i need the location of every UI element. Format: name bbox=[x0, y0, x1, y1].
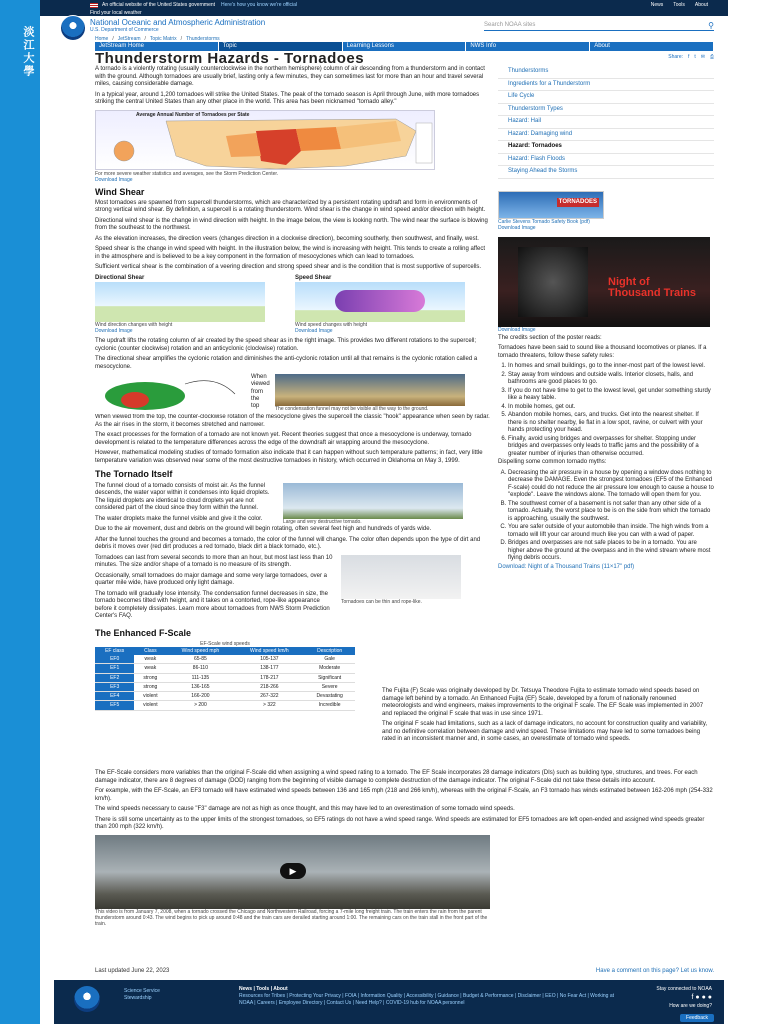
list-item: 6. Finally, avoid using bridges and overpasses for shelter. Stopping under bridges and overpasses only leads to traffic jams and the possibility of a greater number of injuries than otherwise occurred. bbox=[508, 436, 714, 459]
efs-paragraph-2: For example, with the EF-Scale, an EF3 tornado will have estimated wind speeds between 136 and 165 mph (218 and 266 km/h), whereas with the original F-Scale, an F3 tornado has winds estimated between 162-206 mph (254-332 km/h). bbox=[95, 788, 713, 802]
credits-text: The credits section of the poster reads: bbox=[498, 334, 602, 341]
table-row: EF5 violent > 200 > 322 Incredible bbox=[95, 701, 355, 710]
dir-shear-download[interactable]: Download Image bbox=[95, 328, 133, 335]
efs-paragraph-1: The EF-Scale considers more variables than the original F-Scale did when assigning a wind speed rating to a tornado. The EF Scale incorporates 28 damage indicators (DIs) such as building type, structures, and trees. For each damage indicator, there are 8 degrees of damage (DOD) ranging from the beginning of visible damage to complete destruction of the damage indicator. The original F-Scale did not take these details into account. bbox=[95, 770, 698, 784]
share-bar: Share: f t ✉ ⎙ bbox=[668, 54, 714, 60]
heading-wind-shear: Wind Shear bbox=[95, 186, 145, 197]
table-row: EF3 strong 136-165 218-266 Severe bbox=[95, 682, 355, 691]
search-input[interactable] bbox=[484, 21, 714, 31]
nav-jetstream-home[interactable]: JetStream Home bbox=[95, 42, 219, 51]
us-flag-icon bbox=[90, 3, 98, 8]
top-link-about[interactable]: About bbox=[694, 1, 708, 8]
mesocyclone-row bbox=[95, 374, 490, 414]
page-title: Thunderstorm Hazards - Tornadoes bbox=[95, 50, 365, 67]
wall-cloud-photo[interactable] bbox=[275, 374, 465, 406]
site-footer bbox=[54, 980, 724, 1024]
thousand-trains-poster[interactable] bbox=[498, 237, 710, 327]
exact-paragraph: The exact processes for the formation of a tornado are not known yet. Recent theories suggest that once a mesocyclone is underway, tornado development is related to the temperature differences across the edge of the downdraft air wrapping around the mesocyclone. bbox=[95, 432, 472, 446]
list-item: 4. In mobile homes, get out. bbox=[508, 404, 714, 412]
wind-paragraph-1: Most tornadoes are spawned from supercell thunderstorms, which are characterized by a persistent rotating updraft and form in environments of strong vertical wind shear. By definition, a supercell is a rotating thunderstorm. Wind shear is the change in wind speed and/or direction with height. bbox=[95, 199, 486, 214]
safety-book-link[interactable]: Carlie Stevens Tornado Safety Book (pdf) bbox=[498, 218, 590, 225]
heading-tornado-itself: The Tornado Itself bbox=[95, 469, 173, 480]
footer-noaa-logo[interactable] bbox=[74, 986, 100, 1012]
footer-connect bbox=[656, 986, 712, 1010]
comment-link[interactable]: Have a comment on this page? Let us know. bbox=[595, 968, 714, 974]
sidebar-item-types[interactable]: Thunderstorm Types bbox=[498, 104, 714, 117]
speed-shear-download[interactable]: Download Image bbox=[295, 328, 333, 335]
map-title: Average Annual Number of Tornadoes per State bbox=[136, 111, 250, 118]
large-tornado-photo[interactable] bbox=[283, 483, 463, 519]
when-fragment: When viewed from the top bbox=[251, 374, 270, 409]
list-item: 5. Abandon mobile homes, cars, and trucks. Get into the nearest shelter. If there is no shelter nearby, lie flat in a low spot, ravine, or culvert with your hands protecting your head. bbox=[508, 412, 714, 435]
us-map-graphic bbox=[96, 111, 435, 170]
poster-download[interactable]: Download Image bbox=[498, 326, 536, 333]
nav-nws-info[interactable]: NWS Info bbox=[466, 42, 590, 51]
credits-text-2: Tornadoes have been said to sound like a thousand locomotives or planes. If a tornado threatens, follow these safety rules: bbox=[498, 345, 707, 359]
footer-links bbox=[239, 986, 629, 1007]
wind-paragraph-4: Speed shear is the change in wind speed with height. In the illustration below, the wind is increasing with height. This tends to create a rolling affect in the atmosphere and is believed to be a key component in the formation of mesocyclones which can lead to tornadoes. bbox=[95, 246, 486, 260]
last-updated: Last updated June 22, 2023 bbox=[95, 968, 170, 974]
main-content bbox=[95, 66, 490, 711]
search-placeholder: Search NOAA sites bbox=[484, 21, 536, 28]
feedback-button[interactable]: Feedback bbox=[680, 1014, 714, 1022]
intro-paragraph: A tornado is a violently rotating (usually counterclockwise in the northern hemisphere) column of air descending from a thunderstorm and in contact with the ground. Although tornadoes are usually brief, lasting only a few minutes, they can sometimes last for more than an hour and travel several miles, causing considerable damage. bbox=[95, 66, 485, 87]
tornado-video-player[interactable] bbox=[95, 835, 490, 909]
email-icon[interactable]: ✉ bbox=[700, 54, 705, 60]
list-item: 1. In homes and small buildings, go to the inner-most part of the lowest level. bbox=[508, 363, 714, 371]
list-item: 3. If you do not have time to get to the lowest level, get under something sturdy like a heavy table. bbox=[508, 388, 714, 403]
safety-book-download[interactable]: Download Image bbox=[498, 224, 536, 231]
wind-paragraph-2: Directional wind shear is the change in wind direction with height. In the image below, the view is looking north. The wind near the surface is blowing from the southeast to the northwest. bbox=[95, 217, 488, 232]
twitter-icon[interactable]: t bbox=[694, 54, 696, 60]
left-sidebar-strip bbox=[0, 0, 40, 1024]
map-caption: For more severe weather statistics and averages, see the Storm Prediction Center. bbox=[95, 170, 279, 177]
gov-banner bbox=[40, 0, 728, 10]
shear-figures bbox=[95, 275, 490, 335]
top-link-news[interactable]: News bbox=[650, 1, 664, 8]
hook-echo-graphic bbox=[95, 374, 245, 414]
wall-cloud-caption: The condensation funnel may not be visible all the way to the ground. bbox=[275, 406, 429, 413]
footer-science-service: Science Service bbox=[124, 988, 160, 994]
rope-tornado-caption: Tornadoes can be thin and rope-like. bbox=[341, 598, 422, 605]
itself-paragraph-1: The funnel cloud of a tornado consists of moist air. As the funnel descends, the water vapor within it condenses into liquid droplets. The liquid droplets are identical to cloud droplets yet are not considered part of the cloud since they form within the funnel. bbox=[95, 482, 270, 511]
crumb-jetstream[interactable]: JetStream bbox=[117, 36, 141, 42]
right-margin bbox=[728, 0, 768, 1024]
nav-topic[interactable]: Topic bbox=[219, 42, 343, 51]
efs-text-block bbox=[95, 770, 714, 927]
poster-tornado-graphic bbox=[518, 247, 588, 317]
search-icon[interactable]: ⚲ bbox=[708, 20, 714, 30]
list-item: C. You are safer outside of your automobile than inside. The high winds from a tornado will lift your car around much like you can with a wad of paper. bbox=[508, 524, 714, 539]
itself-paragraph-3: Due to the air movement, dust and debris on the ground will begin rotating, often several feet high and hundreds of yards wide. bbox=[95, 526, 432, 532]
noaa-logo[interactable] bbox=[60, 15, 86, 41]
footer-link-list[interactable]: Resources for Tribes | Protecting Your Privacy | FOIA | Information Quality | Accessibility | Guidance | Budget & Performance | Disclaimer | EEO | No Fear Act | Working at NOAA | Careers | Employee Directory | Contact Us | Need Help? | COVID-19 hub for NOAA personnel bbox=[239, 993, 614, 1006]
itself-row bbox=[95, 483, 490, 527]
page bbox=[40, 0, 728, 1024]
sidebar-item-tornadoes[interactable]: Hazard: Tornadoes bbox=[498, 141, 714, 154]
poster-pdf-link[interactable]: Download: Night of a Thousand Trains (11×17" pdf) bbox=[498, 563, 635, 570]
ef-table-caption: EF-Scale wind speeds bbox=[200, 640, 250, 647]
social-icons[interactable]: f ● ● ● bbox=[691, 994, 712, 1001]
footer-mission bbox=[124, 988, 160, 1002]
dept-name: U.S. Department of Commerce bbox=[90, 26, 159, 33]
breadcrumb: Home / JetStream / Topic Matrix / Thunderstorms bbox=[95, 36, 220, 42]
speed-shear-image[interactable] bbox=[295, 282, 465, 322]
map-download-link[interactable]: Download Image bbox=[95, 176, 133, 183]
gov-how-link[interactable]: Here's how you know we're official bbox=[221, 1, 298, 8]
sidebar-item-thunderstorms[interactable]: Thunderstorms bbox=[498, 66, 714, 79]
myths-title: Dispelling some common tornado myths: bbox=[498, 459, 607, 465]
table-row: EF4 violent 166-200 267-322 Devastating bbox=[95, 692, 355, 701]
mesocyclone-diagram[interactable] bbox=[95, 374, 245, 414]
sidebar-item-hail[interactable]: Hazard: Hail bbox=[498, 116, 714, 129]
footer-stewardship: Stewardship bbox=[124, 995, 152, 1001]
safety-rules-list bbox=[498, 363, 714, 458]
local-weather-link[interactable]: Find your local weather bbox=[90, 10, 142, 16]
list-item: 2. Stay away from windows and outside walls. Interior closets, halls, and bathrooms are good places to go. bbox=[508, 372, 714, 387]
list-item: B. The southwest corner of a basement is not safer than any other side of a tornado. Actually, the worst place to be is on the side from which the tornado is approaching, usually the southwest. bbox=[508, 501, 714, 524]
play-icon[interactable]: ▶ bbox=[280, 863, 306, 879]
when-paragraph: When viewed from the top, the counter-clockwise rotation of the mesocyclone gives the supercell the classic "hook" appearance when seen by radar. As the air rises in the storm, it becomes stretched and narrower. bbox=[95, 414, 490, 428]
facebook-icon[interactable]: f bbox=[688, 54, 690, 60]
footer-stay-connected: Stay connected to NOAA bbox=[656, 986, 712, 992]
itself-paragraph-5: Tornadoes can last from several seconds to more than an hour, but most last less than 10 minutes. The size and/or shape of a tornado is no measure of its strength. bbox=[95, 554, 333, 568]
wind-paragraph-3: As the elevation increases, the direction veers (changes direction in a clockwise direction), becoming southerly, then southwest, and finally, west. bbox=[95, 235, 479, 242]
efs-paragraph-3: The wind speeds necessary to cause "F3" damage are not as high as once thought, and this may have led to an overestimation of some tornado wind speeds. bbox=[95, 806, 515, 812]
crumb-home[interactable]: Home bbox=[95, 36, 109, 42]
itself-paragraph-6: Occasionally, small tornadoes do major damage and some very large tornadoes, over a quarter mile wide, have produced only light damage. bbox=[95, 572, 328, 586]
list-item: A. Decreasing the air pressure in a house by opening a window does nothing to decrease the DAMAGE. Even the strongest tornadoes (EF5 of the Enhanced F-scale) could do not reduce the air pressure low enough to cause a house to "explode". Leave the windows alone. The tornado will open them for you. bbox=[508, 470, 714, 500]
speed-shear-label: Speed Shear bbox=[295, 274, 332, 281]
tornado-map-image[interactable] bbox=[95, 110, 435, 170]
directional-shear-image[interactable] bbox=[95, 282, 265, 322]
site-header bbox=[40, 16, 728, 36]
itself-paragraph-7: The tornado will gradually lose intensity. The condensation funnel decreases in size, the tornado becomes tilted with height, and it takes on a contorted, rope-like appearance before it completely dissipates. Learn more about tornadoes from NWS Storm Prediction Center's FAQ. bbox=[95, 590, 330, 619]
fujita-paragraph-1: The Fujita (F) Scale was originally developed by Dr. Tetsuya Theodore Fujita to estimate tornado wind speeds based on damage left behind by a tornado. An Enhanced Fujita (EF) Scale, developed by a forum of nationally renowned meteorologists and wind engineers, makes improvements to the original F scale. The EF Scale was implemented in 2007 and replaced the original F scale that was in use since 1971. bbox=[382, 688, 704, 717]
efs-paragraph-4: There is still some uncertainty as to the upper limits of the strongest tornadoes, so EF5 ratings do not have a wind speed range. Wind speeds are estimated for EF5 tornadoes are left open-ended and assigned wind speeds greater than 200 mph (322 km/h). bbox=[95, 816, 705, 830]
footer-how-are-we-doing[interactable]: How are we doing? bbox=[669, 1002, 712, 1009]
directional-shear-label: Directional Shear bbox=[95, 274, 145, 281]
org-name[interactable]: National Oceanic and Atmospheric Administration bbox=[90, 17, 266, 27]
nav-about[interactable]: About bbox=[590, 42, 714, 51]
ef-header-category: Class bbox=[134, 647, 166, 655]
crumb-topic-matrix[interactable]: Topic Matrix bbox=[149, 36, 177, 42]
itself-row-2 bbox=[95, 555, 490, 624]
ef-scale-table bbox=[95, 641, 355, 711]
table-row: EF0 weak 65-85 105-137 Gale bbox=[95, 655, 355, 664]
directional-paragraph: The directional shear amplifies the cyclonic rotation and diminishes the anti-cyclonic rotation until all that remains is the cyclonic rotation called a mesocyclone. bbox=[95, 356, 478, 370]
fujita-block bbox=[382, 688, 712, 747]
myths-list bbox=[498, 470, 714, 563]
ef-header-kmh: Wind speed km/h bbox=[234, 647, 304, 655]
video-caption: This video is from January 7, 2008, when a tornado crossed the Chicago and Northwestern Railroad, forcing a 7-mile long freight train. The train enters the rain from the parent thunderstorm around 0:43. The wind begins to pick up around 0:48 and the train cars are derailed starting around 1:00. The remaining cars on the train stall in the front part of the train. bbox=[95, 908, 488, 927]
fujita-paragraph-2: The original F scale had limitations, such as a lack of damage indicators, no account for construction quality and variability, and no definitive correlation between damage and wind speed. These limitations may have led to some tornadoes being rated in an inconsistent manner and, in some cases, an overestimate of tornado wind speeds. bbox=[382, 721, 708, 742]
ef-header-mph: Wind speed mph bbox=[166, 647, 234, 655]
sidebar bbox=[498, 66, 714, 574]
nav-learning-lessons[interactable]: Learning Lessons bbox=[343, 42, 467, 51]
safety-book-title: TORNADOES bbox=[557, 198, 599, 208]
itself-paragraph-4: After the funnel touches the ground and becomes a tornado, the color of the funnel will change. The color often depends upon the type of dirt and debris it moves over (red dirt produces a red tornado, black dirt a black tornado, etc.). bbox=[95, 536, 481, 550]
table-row: EF2 strong 111-135 178-217 Significant bbox=[95, 673, 355, 682]
crumb-thunderstorms[interactable]: Thunderstorms bbox=[186, 36, 220, 42]
updraft-paragraph: The updraft lifts the rotating column of air created by the speed shear as in the right image. This provides two different rotations to the supercell; cyclonic (counter clockwise) rotation and an anticyclonic (clockwise) rotation. bbox=[95, 338, 476, 352]
ef-header-description: Description bbox=[304, 647, 355, 655]
gov-official-text: An official website of the United States government bbox=[102, 1, 216, 8]
top-link-tools[interactable]: Tools bbox=[673, 1, 685, 8]
sidebar-item-flash-floods[interactable]: Hazard: Flash Floods bbox=[498, 154, 714, 167]
heading-efs: The Enhanced F-Scale bbox=[95, 627, 192, 638]
large-tornado-caption: Large and very destructive tornado. bbox=[283, 518, 362, 525]
stat-paragraph: In a typical year, around 1,200 tornadoes will strike the United States. The peak of the tornado season is April through June, with more tornadoes striking the central United States than any other place in the world. This area has been nicknamed "tornado alley." bbox=[95, 91, 480, 105]
sidebar-item-ingredients[interactable]: Ingredients for a Thunderstorm bbox=[498, 79, 714, 92]
rope-tornado-photo[interactable] bbox=[341, 555, 461, 599]
however-paragraph: However, mathematical modeling studies of tornado formation also indicate that it can happen without such temperature patterns; in fact, very little temperature variation was observed near some of the most destructive tornadoes in history, which occurred in Oklahoma on May 3, 1999. bbox=[95, 450, 483, 464]
table-row: EF1 weak 86-110 138-177 Moderate bbox=[95, 664, 355, 673]
sidebar-item-damaging-wind[interactable]: Hazard: Damaging wind bbox=[498, 129, 714, 142]
dir-shear-caption: Wind direction changes with height bbox=[95, 322, 173, 329]
wind-paragraph-5: Sufficient vertical shear is the combination of a veering direction and strong speed shear and is the condition that is most supportive of supercells. bbox=[95, 264, 482, 271]
vertical-label: 淡江大學 bbox=[22, 26, 35, 78]
safety-book-image[interactable] bbox=[498, 191, 604, 219]
sidebar-item-life-cycle[interactable]: Life Cycle bbox=[498, 91, 714, 104]
poster-title: Night of Thousand Trains bbox=[608, 275, 697, 299]
list-item: D. Bridges and overpasses are not safe places to be in a tornado. You are higher above the ground at the overpass and in the wind stream where most flying debris occurs. bbox=[508, 540, 714, 563]
itself-paragraph-2: The water droplets make the funnel visible and give it the color. bbox=[95, 515, 263, 522]
sidebar-item-staying-ahead[interactable]: Staying Ahead the Storms bbox=[498, 166, 714, 179]
rolling-tube-graphic bbox=[335, 290, 425, 312]
ef-header-class: EF class bbox=[95, 647, 134, 655]
footer-top-links[interactable]: News | Tools | About bbox=[239, 986, 288, 992]
print-icon[interactable]: ⎙ bbox=[709, 54, 714, 60]
speed-shear-caption: Wind speed changes with height bbox=[295, 322, 367, 329]
